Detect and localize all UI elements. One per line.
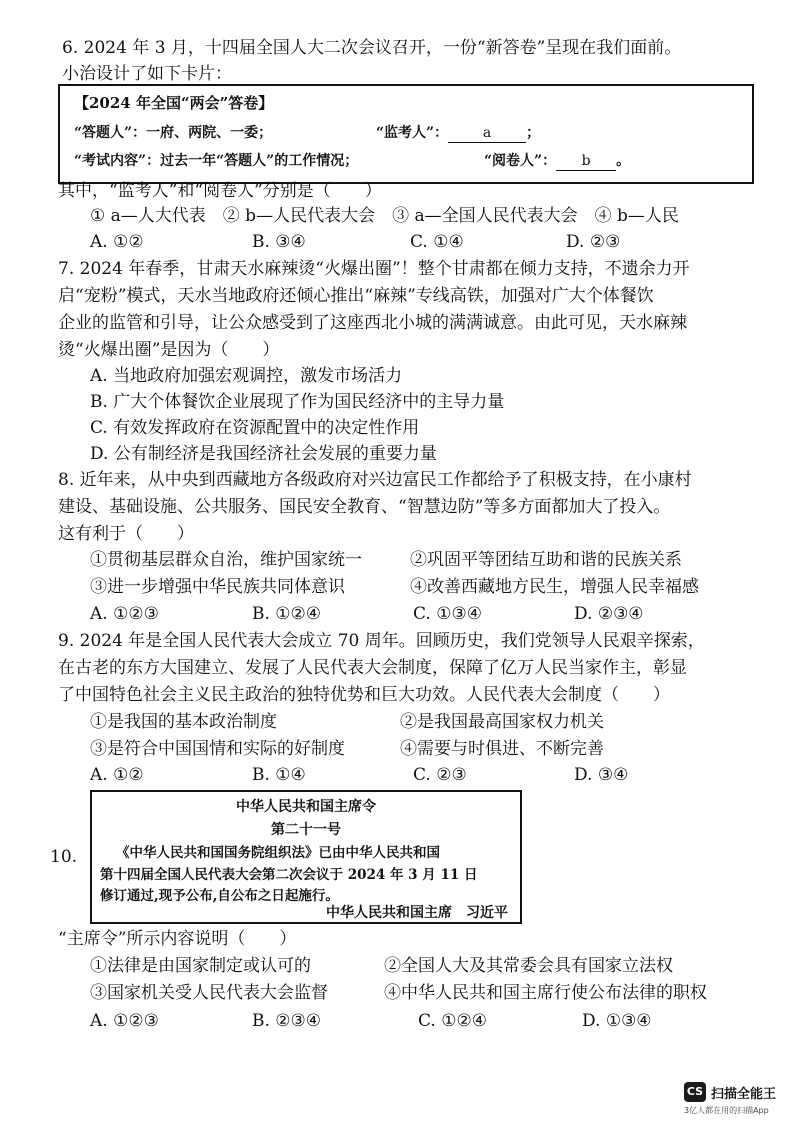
q10-option-d: D. ①③④: [582, 1011, 652, 1031]
q6-card-monitor-label: “监考人”：: [376, 125, 449, 141]
q8-option-c: C. ①③④: [413, 604, 482, 624]
q9-stem-line-3: 了中国特色社会主义民主政治的独特优势和巨大功效。人民代表大会制度（ ）: [58, 685, 670, 705]
q7-option-b: B. 广大个体餐饮企业展现了作为国民经济中的主导力量: [90, 392, 505, 412]
q9-item-2: ②是我国最高国家权力机关: [400, 712, 604, 732]
q9-option-b: B. ①④: [252, 765, 306, 785]
q8-stem-line-3: 这有利于（ ）: [58, 524, 194, 544]
order-title: 中华人民共和国主席令: [236, 799, 376, 815]
q6-stem-line-1: 6. 2024 年 3 月，十四届全国人大二次会议召开，一份“新答卷”呈现在我们面前。: [62, 38, 682, 58]
q9-stem-line-1: 9. 2024 年是全国人民代表大会成立 70 周年。回顾历史，我们党领导人民艰辛探索，: [58, 631, 705, 651]
q6-option-b: B. ③④: [252, 232, 306, 252]
presidential-order-box: [90, 790, 522, 924]
q7-stem-line-4: 烫“火爆出圈”是因为（ ）: [58, 340, 280, 360]
q10-item-4: ④中华人民共和国主席行使公布法律的职权: [384, 983, 707, 1003]
order-body-line-2: 第十四届全国人民代表大会第二次会议于 2024 年 3 月 11 日: [100, 867, 478, 883]
q6-card-row1-end: ；: [526, 125, 541, 141]
q7-stem-line-3: 企业的监管和引导，让公众感受到了这座西北小城的满满诚意。由此可见，天水麻辣: [58, 313, 687, 333]
q6-card-blank-a: a: [448, 124, 526, 143]
q8-item-3: ③进一步增强中华民族共同体意识: [90, 577, 345, 597]
q7-stem-line-1: 7. 2024 年春季，甘肃天水麻辣烫“火爆出圈”！整个甘肃都在倾力支持，不遗余力开: [58, 259, 690, 279]
q8-option-a: A. ①②③: [90, 604, 159, 624]
watermark-tagline: 3亿人都在用的扫描App: [684, 1106, 769, 1115]
q10-option-a: A. ①②③: [90, 1011, 159, 1031]
q10-item-2: ②全国人大及其常委会具有国家立法权: [384, 956, 673, 976]
q6-option-a: A. ①②: [90, 232, 144, 252]
q7-option-c: C. 有效发挥政府在资源配置中的决定性作用: [90, 418, 420, 438]
q8-option-d: D. ②③④: [574, 604, 644, 624]
q6-card-row1-left: “答题人”：一府、两院、一委；: [74, 125, 273, 141]
order-signature: 中华人民共和国主席 习近平: [326, 905, 508, 921]
q6-card-row2-end: 。: [616, 153, 631, 169]
q9-item-4: ④需要与时俱进、不断完善: [400, 739, 604, 759]
q8-item-4: ④改善西藏地方民生，增强人民幸福感: [410, 577, 699, 597]
q10-number: 10.: [50, 847, 78, 867]
q7-option-d: D. 公有制经济是我国经济社会发展的重要力量: [90, 444, 437, 464]
q9-option-c: C. ②③: [413, 765, 467, 785]
q6-card-row2-left: “考试内容”：过去一年“答题人”的工作情况；: [74, 153, 359, 169]
watermark-app-name: 扫描全能王: [711, 1087, 777, 1102]
q6-card: [58, 84, 754, 184]
q10-option-b: B. ②③④: [252, 1011, 322, 1031]
camscanner-logo-icon: CS: [684, 1082, 706, 1102]
q9-option-d: D. ③④: [574, 765, 629, 785]
q9-item-3: ③是符合中国国情和实际的好制度: [90, 739, 345, 759]
order-body-line-1: 《中华人民共和国国务院组织法》已由中华人民共和国: [116, 845, 440, 861]
q6-card-title: 【2024 年全国“两会”答卷】: [74, 94, 274, 112]
order-number: 第二十一号: [271, 822, 341, 838]
q6-items: ① a—人大代表 ② b—人民代表大会 ③ a—全国人民代表大会 ④ b—人民: [90, 206, 679, 226]
q7-stem-line-2: 启“宠粉”模式，天水当地政府还倾心推出“麻辣”专线高铁，加强对广大个体餐饮: [58, 286, 654, 306]
q6-card-row1-right: [376, 124, 540, 143]
q7-option-a: A. 当地政府加强宏观调控，激发市场活力: [90, 366, 403, 386]
q6-option-d: D. ②③: [566, 232, 621, 252]
q8-stem-line-2: 建设、基础设施、公共服务、国民安全教育、“智慧边防”等多方面都加大了投入。: [58, 497, 671, 517]
order-body-line-3: 修订通过,现予公布,自公布之日起施行。: [100, 888, 339, 904]
q8-item-1: ①贯彻基层群众自治，维护国家统一: [90, 550, 362, 570]
q10-option-c: C. ①②④: [418, 1011, 487, 1031]
q9-item-1: ①是我国的基本政治制度: [90, 712, 277, 732]
q8-option-b: B. ①②④: [252, 604, 322, 624]
q9-option-a: A. ①②: [90, 765, 144, 785]
q6-card-blank-b: b: [556, 152, 616, 171]
q6-stem-line-2: 小治设计了如下卡片：: [62, 64, 232, 84]
q8-item-2: ②巩固平等团结互助和谐的民族关系: [410, 550, 682, 570]
q6-card-grader-label: “阅卷人”：: [484, 153, 557, 169]
q10-item-1: ①法律是由国家制定或认可的: [90, 956, 311, 976]
q6-option-c: C. ①④: [410, 232, 464, 252]
q10-question: “主席令”所示内容说明（ ）: [58, 929, 297, 949]
q9-stem-line-2: 在古老的东方大国建立、发展了人民代表大会制度，保障了亿万人民当家作主，彰显: [58, 658, 687, 678]
q8-stem-line-1: 8. 近年来，从中央到西藏地方各级政府对兴边富民工作都给予了积极支持，在小康村: [58, 470, 692, 490]
q6-question: 其中，“监考人”和“阅卷人”分别是（ ）: [58, 181, 382, 201]
q10-item-3: ③国家机关受人民代表大会监督: [90, 983, 328, 1003]
q6-card-row2-right: [484, 152, 630, 171]
